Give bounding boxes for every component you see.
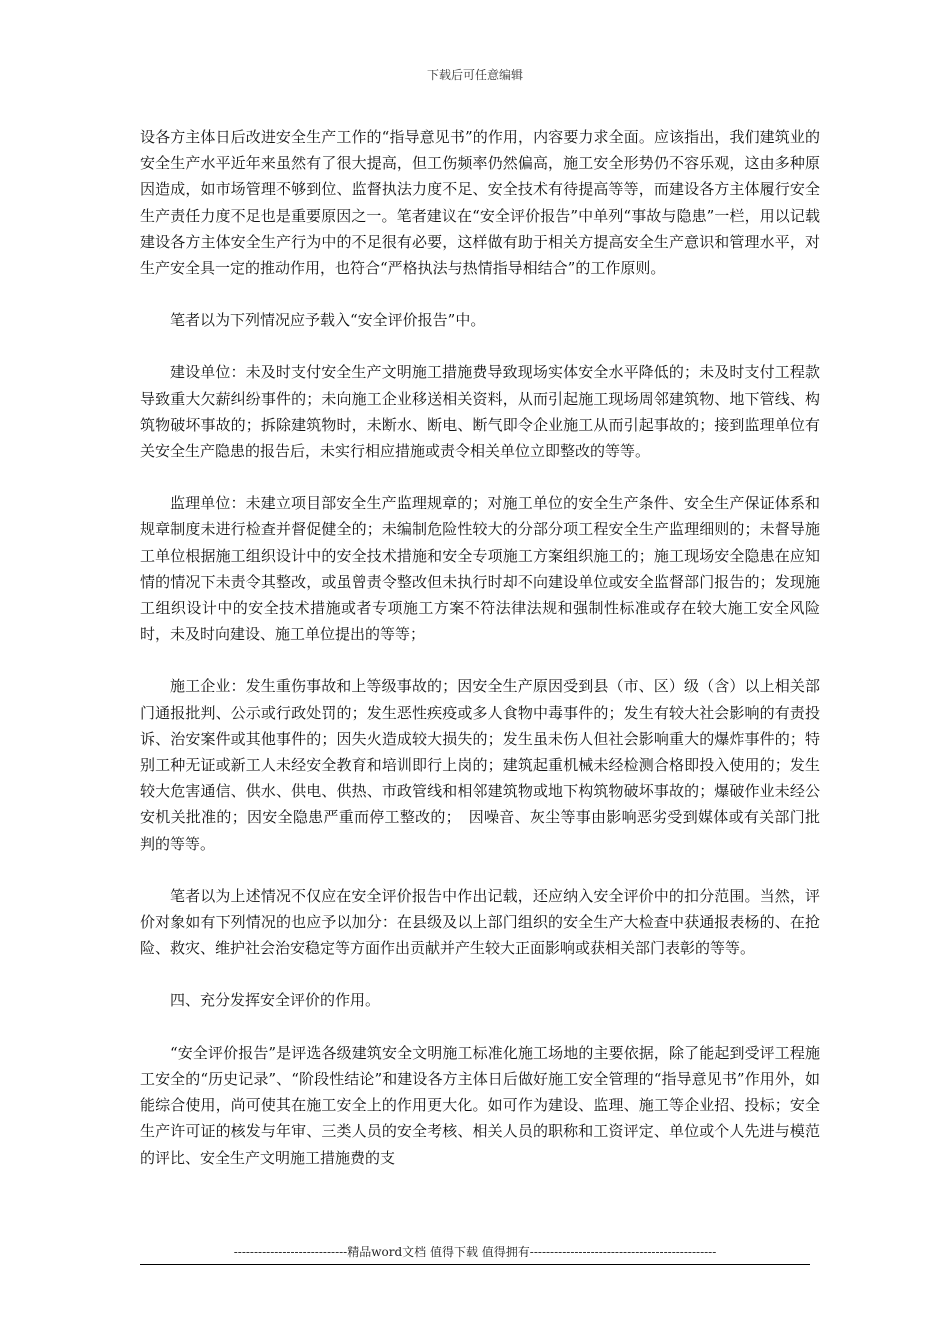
paragraph-construction-unit: 建设单位：未及时支付安全生产文明施工措施费导致现场实体安全水平降低的；未及时支付工程款导致重大欠薪纠纷事件的；未向施工企业移送相关资料，从而引起施工现场周邻建筑物、地下管线、构筑物破坏事故的；拆除建筑物时，未断水、断电、断气即令企业施工从而引起事故的；接到监理单位有关安全生产隐患的报告后，未实行相应措施或责令相关单位立即整改的等等。 — [140, 363, 820, 461]
footer-divider — [140, 1264, 810, 1265]
paragraph-continuation: 设各方主体日后改进安全生产工作的“指导意见书”的作用，内容要力求全面。应该指出，我们建筑业的安全生产水平近年来虽然有了很大提高，但工伤频率仍然偏高，施工安全形势仍不容乐观，这由多种原因造成，如市场管理不够到位、监督执法力度不足、安全技术有待提高等等，而建设各方主体履行安全生产责任力度不足也是重要原因之一。笔者建议在“安全评价报告”中单列“事故与隐患”一栏，用以记载建设各方主体安全生产行为中的不足很有必要，这样做有助于相关方提高安全生产意识和管理水平，对生产安全具一定的推动作用，也符合“严格执法与热情指导相结合”的工作原则。 — [140, 128, 820, 278]
paragraph-intro: 笔者以为下列情况应予载入“安全评价报告”中。 — [170, 311, 486, 330]
page-header: 下载后可任意编辑 — [426, 68, 523, 82]
paragraph-supervision-unit: 监理单位：未建立项目部安全生产监理规章的；对施工单位的安全生产条件、安全生产保证体系和规章制度未进行检查并督促健全的；未编制危险性较大的分部分项工程安全生产监理细则的；未督导施工单位根据施工组织设计中的安全技术措施和安全专项施工方案组织施工的；施工现场安全隐患在应知情的情况下未责令其整改，或虽曾责令整改但未执行时却不向建设单位或安全监督部门报告的；发现施工组织设计中的安全技术措施或者专项施工方案不符法律法规和强制性标准或存在较大施工安全风险时，未及时向建设、施工单位提出的等等； — [140, 494, 820, 644]
page-footer: ----------------------------精品word文档 值得下载 值得拥有---------------------------------------------- — [233, 1245, 717, 1259]
paragraph-evaluation-report: “安全评价报告”是评选各级建筑安全文明施工标准化施工场地的主要依据，除了能起到受评工程施工安全的“历史记录”、“阶段性结论”和建设各方主体日后做好施工安全管理的“指导意见书”作用外，如能综合使用，尚可使其在施工安全上的作用更大化。如可作为建设、监理、施工等企业招、投标；安全生产许可证的核发与年审、三类人员的安全考核、相关人员的职称和工资评定、单位或个人先进与模范的评比、安全生产文明施工措施费的支 — [140, 1043, 820, 1167]
paragraph-scoring: 笔者以为上述情况不仅应在安全评价报告中作出记载，还应纳入安全评价中的扣分范围。当然，评价对象如有下列情况的也应予以加分：在县级及以上部门组织的安全生产大检查中获通报表杨的、在抢险、救灾、维护社会治安稳定等方面作出贡献并产生较大正面影响或获相关部门表彰的等等。 — [140, 886, 820, 958]
document-body — [140, 124, 820, 1197]
section-heading: 四、充分发挥安全评价的作用。 — [170, 991, 381, 1010]
paragraph-construction-enterprise: 施工企业：发生重伤事故和上等级事故的；因安全生产原因受到县（市、区）级（含）以上相关部门通报批判、公示或行政处罚的；发生恶性疾疫或多人食物中毒事件的；发生有较大社会影响的有责投诉、治安案件或其他事件的；因失火造成较大损失的；发生虽未伤人但社会影响重大的爆炸事件的；特别工种无证或新工人未经安全教育和培训即行上岗的；建筑起重机械未经检测合格即投入使用的；发生较大危害通信、供水、供电、供热、市政管线和相邻建筑物或地下构筑物破坏事故的；爆破作业未经公安机关批准的；因安全隐患严重而停工整改的； 因噪音、灰尘等事由影响恶劣受到媒体或有关部门批判的等等。 — [140, 677, 820, 853]
